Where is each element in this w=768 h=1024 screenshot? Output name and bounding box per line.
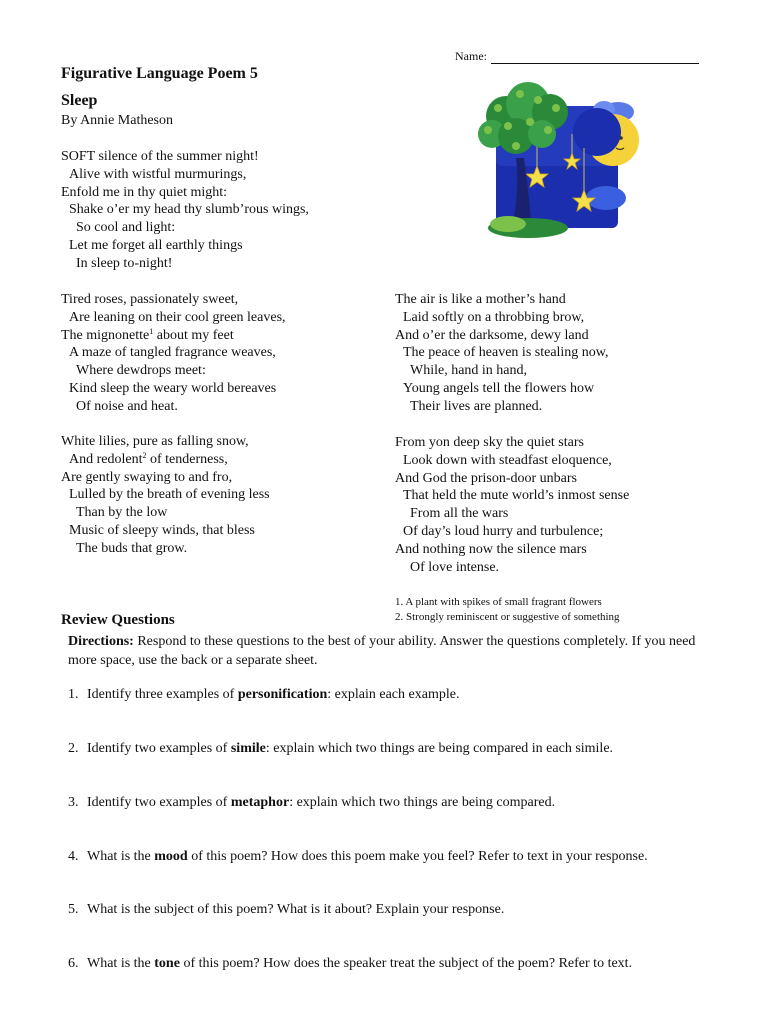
question-keyword: tone — [154, 956, 180, 971]
question-text: : explain which two things are being compared. — [289, 795, 556, 810]
poem-line: And God the prison-door unbars — [395, 470, 577, 486]
poem-line: In sleep to-night! — [76, 255, 173, 271]
poem-line: Than by the low — [76, 505, 168, 521]
poem-line — [61, 451, 270, 469]
poem-line: The peace of heaven is stealing now, — [403, 345, 609, 361]
poem-line: Look down with steadfast eloquence, — [403, 452, 612, 468]
question-text: What is the subject of this poem? What is it about? Explain your response. — [87, 902, 505, 917]
poem-line: And nothing now the silence mars — [395, 541, 587, 557]
poem-line: While, hand in hand, — [410, 363, 528, 379]
poem-line: The air is like a mother’s hand — [395, 292, 566, 307]
poem-line: Tired roses, passionately sweet, — [61, 292, 239, 307]
poem-line: Kind sleep the weary world bereaves — [69, 380, 277, 396]
footnote-mark: 1 — [149, 326, 154, 336]
question-2 — [68, 741, 613, 757]
poem-line: SOFT silence of the summer night! — [61, 149, 259, 164]
poem-line: From yon deep sky the quiet stars — [395, 435, 584, 450]
question-text: of this poem? How does this poem make you feel? Refer to text in your response. — [187, 849, 648, 864]
question-text: What is the — [87, 956, 155, 971]
question-keyword: metaphor — [230, 795, 290, 810]
directions-label: Directions: — [68, 634, 134, 649]
question-text: : explain each example. — [327, 687, 460, 702]
question-number: 2. — [68, 741, 79, 756]
question-4 — [68, 849, 648, 865]
directions — [68, 632, 708, 670]
footnote-2: 2. Strongly reminiscent or suggestive of something — [395, 611, 620, 623]
footnotes — [395, 595, 620, 625]
poem-line: And o’er the darksome, dewy land — [395, 327, 589, 343]
stanza-4 — [395, 291, 609, 416]
poem-author: By Annie Matheson — [61, 113, 173, 128]
question-number: 6. — [68, 956, 79, 971]
poem-line: Lulled by the breath of evening less — [69, 487, 270, 503]
poem-line: Shake o’er my head thy slumb’rous wings, — [69, 202, 309, 218]
poem-line: Alive with wistful murmurings, — [69, 166, 247, 182]
poem-line: Enfold me in thy quiet might: — [61, 184, 228, 200]
stanza-1 — [61, 148, 309, 273]
poem-line: From all the wars — [410, 506, 509, 522]
question-text: Identify two examples of — [87, 795, 231, 810]
question-keyword: personification — [237, 687, 328, 702]
question-6 — [68, 956, 632, 972]
question-number: 3. — [68, 795, 79, 810]
poem-line-part: The mignonette — [61, 327, 150, 343]
poem-line: The buds that grow. — [76, 540, 188, 556]
question-5 — [68, 902, 504, 918]
poem-line: Where dewdrops meet: — [76, 363, 206, 379]
poem-line-part: of tenderness, — [149, 451, 228, 467]
worksheet-title: Figurative Language Poem 5 — [61, 65, 258, 82]
question-keyword: simile — [230, 741, 266, 756]
name-label: Name: — [455, 49, 487, 63]
question-number: 4. — [68, 849, 79, 864]
poem-line: Young angels tell the flowers how — [403, 380, 595, 396]
poem-title: Sleep — [61, 92, 98, 109]
question-text: Identify two examples of — [87, 741, 231, 756]
question-text: What is the — [87, 849, 155, 864]
poem-line-part: And redolent — [69, 451, 143, 467]
poem-line: Their lives are planned. — [410, 398, 543, 414]
name-field[interactable] — [455, 49, 699, 64]
question-text: of this poem? How does the speaker treat the subject of the poem? Refer to text. — [179, 956, 633, 971]
poem-line: Of noise and heat. — [76, 398, 178, 414]
footnote-1: 1. A plant with spikes of small fragrant flowers — [395, 596, 602, 608]
poem-line: Laid softly on a throbbing brow, — [403, 309, 585, 325]
poem-line: White lilies, pure as falling snow, — [61, 434, 249, 449]
poem-line: Of day’s loud hurry and turbulence; — [403, 523, 604, 539]
poem-line: So cool and light: — [76, 220, 176, 236]
question-1 — [68, 687, 459, 703]
stanza-3 — [61, 433, 270, 558]
question-number: 1. — [68, 687, 79, 702]
review-questions-heading: Review Questions — [61, 612, 175, 628]
directions-text: Respond to these questions to the best of your ability. Answer the questions completely. If you need more space, use the back or a separate sheet. — [68, 634, 696, 668]
poem-line: Are gently swaying to and fro, — [61, 469, 233, 485]
stanza-2 — [61, 291, 286, 416]
name-blank-line[interactable] — [491, 51, 699, 64]
poem-line: Music of sleepy winds, that bless — [69, 522, 255, 538]
question-keyword: mood — [154, 849, 188, 864]
footnote-mark: 2 — [142, 450, 147, 460]
poem-line: Let me forget all earthly things — [69, 237, 243, 253]
poem-line — [61, 327, 286, 345]
poem-line: Of love intense. — [410, 559, 500, 575]
poem-line: A maze of tangled fragrance weaves, — [69, 345, 276, 361]
question-text: Identify three examples of — [87, 687, 238, 702]
stanza-5 — [395, 434, 629, 576]
question-number: 5. — [68, 902, 79, 917]
poem-line: Are leaning on their cool green leaves, — [69, 309, 286, 325]
question-text: : explain which two things are being compared in each simile. — [265, 741, 614, 756]
poem-line: That held the mute world’s inmost sense — [403, 488, 630, 504]
poem-line-part: about my feet — [156, 327, 234, 343]
question-3 — [68, 795, 555, 811]
night-scene-illustration — [468, 78, 640, 242]
